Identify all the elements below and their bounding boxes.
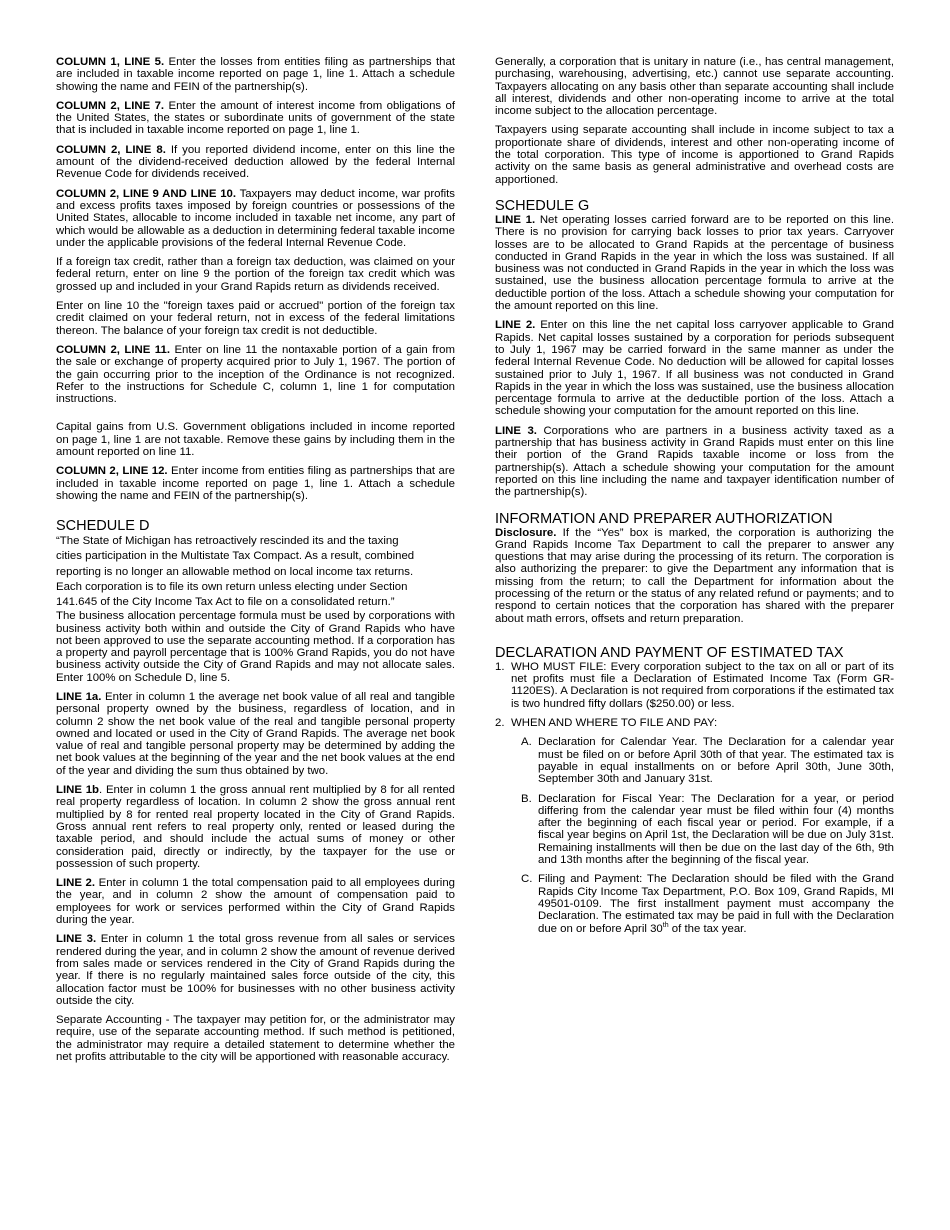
notice-line: Each corporation is to file its own return unless electing under Section [56,580,408,593]
list-marker: 1. [495,660,505,673]
column2-line7-heading: COLUMN 2, LINE 7. [56,99,165,112]
line1b-heading: LINE 1b [56,784,100,797]
column2-line9-heading: COLUMN 2, LINE 9 AND LINE 10. [56,187,237,200]
line2-heading: LINE 2. [56,877,96,890]
who-must-file-text: WHO MUST FILE: Every corporation subject to the tax on all or part of its net profits must file a Declaration of Estimated Income Tax (Form GR-1120ES). A Declaration is not required from corporations if the estimated tax is two hundred fifty dollars ($250.00) or less. [511,660,894,710]
calendar-year-text: Declaration for Calendar Year. The Declaration for a calendar year must be filed on or before April 30th of that year. The estimated tax is payable in equal installments on or before April 30th, June 30th, September 30th and January 31st. [538,736,894,786]
g-line1-text: Net operating losses carried forward are to be reported on this line. There is no provision for carrying back losses to prior tax years. Carryover losses are to be allocated to Grand Rapids at the percentage of business conducted in Grand Rapids in the year in which the loss was sustained. If all business was not conducted in Grand Rapids in the year in which the loss was sustained, use the business allocation percentage formula to arrive at the deductible portion of the loss. Attach a schedule showing your computation for the amount reported on this line. [495,213,894,313]
line3-paragraph [56,933,455,1007]
column2-line9-text: Taxpayers may deduct income, war profits and excess profits taxes imposed by foreign countries or possessions of the United States, allocable to income included in taxable net income, any part of which would be allowable as a deduction in determining federal taxable income under the applicable provisions of the federal Internal Revenue Code. [56,187,455,249]
notice-line: cities participation in the Multistate Tax Compact. As a result, combined [56,550,415,563]
column2-line12-paragraph [56,465,455,502]
filing-payment-text: Filing and Payment: The Declaration should be filed with the Grand Rapids City Income Tax Department, P.O. Box 109, Grand Rapids, MI 49501-0109. The first installment payment must accompany the Declaration. The estimated tax may be paid in full with the Declaration due on or before April 30 [538,873,894,935]
g-line2-heading: LINE 2. [495,319,536,332]
schedule-d-heading: SCHEDULE D [56,518,150,535]
separate-accounting-paragraph: Separate Accounting - The taxpayer may petition for, or the administrator may require, use of the separate accounting method. If such method is petitioned, the administrator may require a detailed statement to determine whether the net profits attributable to the city will be apportioned with reasonable accuracy. [56,1014,455,1064]
column2-line8-paragraph [56,144,455,181]
fiscal-year-text: Declaration for Fiscal Year: The Declaration for a year, or period differing from the calendar year must be filed within four (4) months after the beginning of each fiscal year or period. For example, if a fiscal year begins on April 1st, the Declaration will be due on July 31st. Remaining installments will then be due on the last day of the 6th, 9th and 13th months after the beginning of the fiscal year. [538,792,894,867]
disclosure-paragraph [495,527,894,625]
filing-payment-text-end: of the tax year. [668,922,747,935]
left-column [56,56,455,1070]
column1-line5-heading: COLUMN 1, LINE 5. [56,56,165,68]
list-marker: B. [521,792,532,805]
right-column [495,56,894,942]
column2-line7-paragraph [56,100,455,137]
declaration-list [495,661,894,935]
g-line2-paragraph [495,319,894,417]
line3-heading: LINE 3. [56,933,97,946]
g-line1-heading: LINE 1. [495,213,536,226]
list-item [521,793,894,867]
notice-line: 141.645 of the City Income Tax Act to file on a consolidated return.” [56,596,395,609]
column2-line11-paragraph [56,344,455,405]
line1a-paragraph [56,691,455,777]
foreign-credit-paragraph: If a foreign tax credit, rather than a foreign tax deduction, was claimed on your federal return, enter on line 9 the portion of the foreign tax credit which was grossed up and included in your Grand Rapids return as dividends received. [56,256,455,293]
unitary-paragraph: Generally, a corporation that is unitary in nature (i.e., has central management, purchasing, warehousing, advertising, etc.) cannot use separate accounting. Taxpayers allocating on any basis other than separate accounting shall include all interest, dividends and other non-operating income to arrive at the total income subject to the allocation percentage. [495,56,894,118]
list-item [521,736,894,785]
column1-line5-paragraph [56,56,455,93]
line1a-text: Enter in column 1 the average net book value of all real and tangible personal property owned by the business, regardless of location, and in column 2 show the net book value of the real and tangible personal property owned and located or used in the City of Grand Rapids. The average net book value of real and tangible personal property may be determined by adding the net book values at the beginning of the year and the net book values at the end of the year and dividing the sum thus obtained by two. [56,691,455,777]
declaration-heading: DECLARATION AND PAYMENT OF ESTIMATED TAX [495,644,844,661]
list-marker: A. [521,736,532,749]
capital-gains-paragraph: Capital gains from U.S. Government obligations included in income reported on page 1, line 1 are not taxable. Remove these gains by including them in the amount reported on line 11. [56,421,455,459]
column2-line11-text: Enter on line 11 the nontaxable portion of a gain from the sale or exchange of property acquired prior to July 1, 1967. The portion of the gain occurring prior to the inception of the Ordinance is not recognized. Refer to the instructions for Schedule C, column 1, line 1 for computation instructions. [56,343,455,406]
column2-line12-text: Enter income from entities filing as partnerships that are included in taxable income reported on page 1, line 1. Attach a schedule showing the name and FEIN of the partnership(s). [56,465,455,502]
line10-paragraph: Enter on line 10 the "foreign taxes paid or accrued" portion of the foreign tax credit claimed on your federal return, not in excess of the federal limitations thereon. The balance of your foreign tax credit is not deductible. [56,300,455,337]
g-line3-text: Corporations who are partners in a business activity taxed as a partnership that has business activity in Grand Rapids must enter on this line their portion of the Grand Rapids taxable income or loss from the partnership(s). Attach a schedule showing your computation for the amount reported on this line including the name and taxpayer identification number of the partnership(s). [495,424,894,499]
g-line3-heading: LINE 3. [495,424,537,437]
line1b-paragraph [56,784,455,870]
allocation-paragraph: The business allocation percentage formula must be used by corporations with business activity both within and outside the City of Grand Rapids who have not been approved to use the separate accounting method. If a corporation has a property and payroll percentage that is 100% Grand Rapids, you do not have business activity outside the City of Grand Rapids and may not allocate sales. Enter 100% on Schedule D, line 5. [56,610,455,684]
line2-text: Enter in column 1 the total compensation paid to all employees during the year, and in column 2 show the amount of compensation paid to employees for work or services performed within the City of Grand Rapids during the year. [56,877,455,927]
column2-line8-heading: COLUMN 2, LINE 8. [56,143,166,156]
spacer [495,632,894,645]
column2-line11-heading: COLUMN 2, LINE 11. [56,343,170,356]
line1b-text: . Enter in column 1 the gross annual rent multiplied by 8 for all rented real property regardless of location. In column 2 show the gross annual rent multiplied by 8 for rented real property located in the City of Grand Rapids. Gross annual rent refers to real property only, rented or leased during the taxable period, and should include the actual sums of money or other consideration paid, directly or indirectly, by the taxpayer for the use or possession of such property. [56,784,456,870]
spacer [56,509,455,518]
list-item [495,661,894,710]
line1a-heading: LINE 1a. [56,691,102,703]
disclosure-heading: Disclosure. [495,526,557,539]
schedule-g-heading: SCHEDULE G [495,197,590,214]
when-where-text: WHEN AND WHERE TO FILE AND PAY: [511,717,718,730]
g-line2-text: Enter on this line the net capital loss carryover applicable to Grand Rapids. Net capital losses sustained by a corporation for periods subsequent to July 1, 1967 may be carried forward in the same manner as under the federal Internal Revenue Code. No deduction will be allowed for capital losses sustained prior to July 1, 1967. If all business was not conducted in Grand Rapids in the year in which the loss was sustained, use the business allocation percentage formula to arrive at the deductible portion of the loss. Attach a schedule showing your computation for the amount reported on this line. [495,319,894,418]
list-marker: 2. [495,717,505,730]
column2-line9-paragraph [56,188,455,249]
g-line1-paragraph [495,214,894,312]
column2-line8-text: If you reported dividend income, enter on this line the amount of the dividend-received deduction allowed by the federal Internal Revenue Code for dividends received. [56,143,455,181]
separate-using-paragraph: Taxpayers using separate accounting shall include in income subject to tax a proportionate share of dividends, interest and other non-operating income of the total corporation. This type of income is apportioned to Grand Rapids activity on the same basis as general administrative and overhead costs are apportioned. [495,124,894,186]
notice-line: reporting is no longer an allowable method on local income tax returns. [56,565,414,578]
notice-line: “The State of Michigan has retroactively rescinded its and the taxing [56,535,399,548]
column2-line12-heading: COLUMN 2, LINE 12. [56,465,168,478]
ordinal-suffix: th [662,921,669,929]
info-preparer-heading: INFORMATION AND PREPARER AUTHORIZATION [495,510,833,527]
column2-line7-text: Enter the amount of interest income from obligations of the United States, the states or subordinate units of government of the state that is included in taxable income reported on page 1, line 1. [56,99,455,137]
line2-paragraph [56,877,455,926]
michigan-notice [56,534,455,610]
list-item [521,873,894,934]
spacer [56,412,455,421]
column1-line5-text: Enter the losses from entities filing as partnerships that are included in taxable income reported on page 1, line 1. Attach a schedule showing the name and FEIN of the partnership(s). [56,56,455,93]
line3-text: Enter in column 1 the total gross revenue from all sales or services rendered during the year, and in column 2 show the amount of revenue derived from sales made or services rendered in the City of Grand Rapids during the year. If there is no regularly maintained sales force outside of the city, this allocation factor must be 100% for businesses with no other business activity outside the city. [56,933,455,1007]
list-item [495,717,894,935]
disclosure-text: If the “Yes” box is marked, the corporation is authorizing the Grand Rapids Income Tax Department to call the preparer to answer any questions that may arise during the processing of its return. The corporation is also authorizing the preparer: to give the Department any information that is missing from the return; to call the Department for information about the processing of the return or the status of any related refund or payments; and to respond to certain notices that the corporation has shared with the preparer about math errors, offsets and return preparation. [495,526,894,625]
list-marker: C. [521,873,533,886]
sub-list [511,736,894,934]
g-line3-paragraph [495,425,894,499]
